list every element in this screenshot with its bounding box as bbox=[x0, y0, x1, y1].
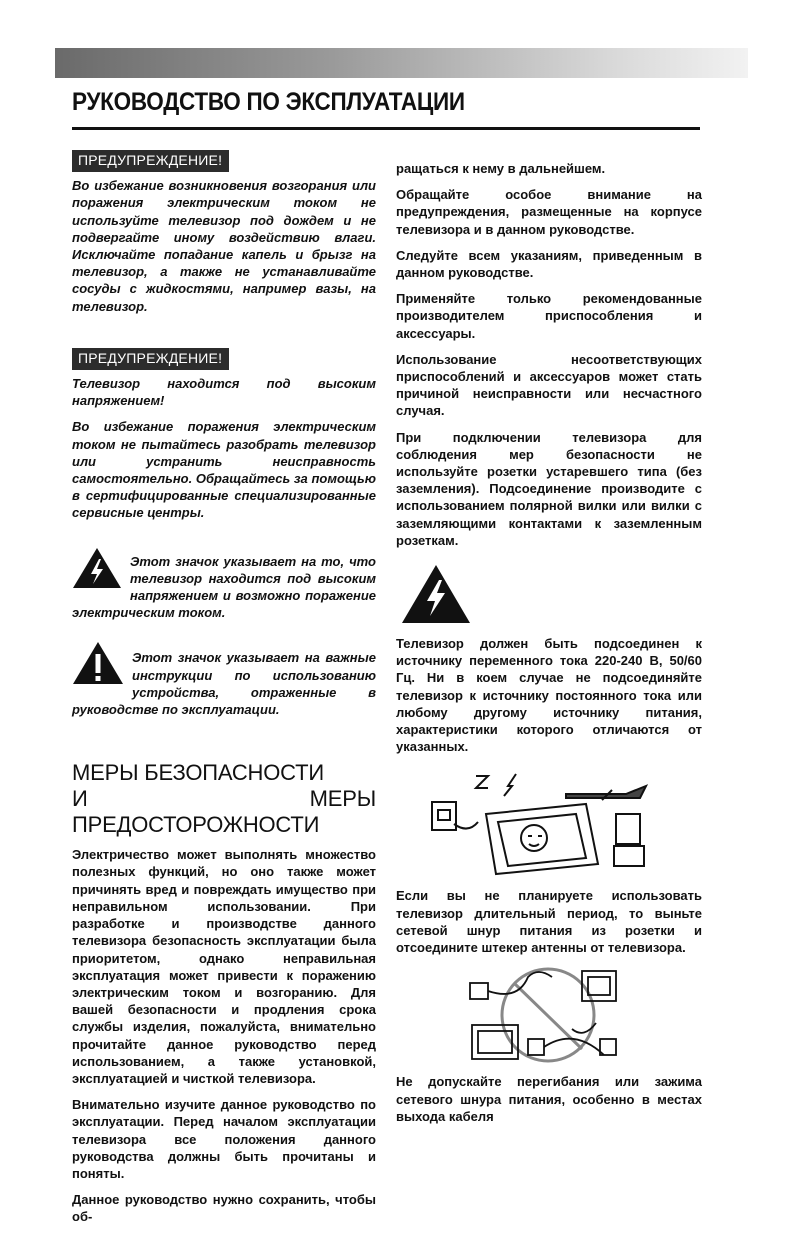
warning-label: ПРЕДУПРЕЖДЕНИЕ! bbox=[72, 348, 229, 370]
title-rule bbox=[72, 127, 700, 130]
lightning-note-text: Этот значок указывает на то, что телевизор находится под высоким напряжением и возможно поражение электрическим током. bbox=[72, 553, 376, 621]
section-title-line1: МЕРЫ БЕЗОПАСНОСТИ bbox=[72, 760, 324, 786]
exclamation-note-text: Этот значок указывает на важные инструкции по использованию устройства, отраженные в руководстве по эксплуатации. bbox=[72, 650, 376, 718]
body-paragraph: Внимательно изучите данное руководство по эксплуатации. Перед началом эксплуатации телевизора все положения данного руководства должны быть прочитаны и поняты. bbox=[72, 1097, 376, 1181]
high-voltage-warning-icon bbox=[400, 563, 472, 625]
exclamation-note bbox=[72, 639, 376, 718]
warning-text: Во избежание поражения электрическим током не пытайтесь разобрать телевизор или устранить неисправность самостоятельно. Обращайтесь за помощью в сертифицированные специализированные сервисные центры. bbox=[72, 419, 376, 521]
thunderstorm-unplug-illustration-icon bbox=[416, 764, 666, 879]
body-paragraph: Использование несоответствующих приспособлений и аксессуаров может стать причиной неисправности или несчастного случая. bbox=[396, 351, 702, 419]
body-paragraph: Телевизор должен быть подсоединен к источнику переменного тока 220-240 В, 50/60 Гц. Ни в коем случае не подсоединяйте телевизор к источнику постоянного тока или любому другому источнику питания, характеристики которого отличаются от указанных. bbox=[396, 636, 702, 755]
body-paragraph: Не допускайте перегибания или зажима сетевого шнура питания, особенно в местах выхода кабеля bbox=[396, 1074, 702, 1124]
section-title bbox=[72, 760, 376, 838]
body-paragraph: Применяйте только рекомендованные производителем приспособления и аксессуары. bbox=[396, 291, 702, 341]
warning-text: Во избежание возникновения возгорания или поражения электрическим током не используйте телевизор под дождем и не подвергайте иному воздействию влаги. Исключайте попадание капель и брызг на телевизор, а также не устанавливайте сосуды с жидкостями, например вазы, на телевизор. bbox=[72, 178, 376, 314]
section-title-line2: И МЕРЫ ПРЕДОСТОРОЖНОСТИ bbox=[72, 786, 376, 838]
attention-warning-icon bbox=[72, 641, 124, 685]
body-paragraph: ращаться к нему в дальнейшем. bbox=[396, 161, 606, 176]
header-gradient-bar bbox=[55, 48, 748, 78]
spacer bbox=[72, 324, 376, 348]
body-paragraph: Следуйте всем указаниям, приведенным в данном руководстве. bbox=[396, 247, 702, 281]
body-paragraph: Если вы не планируете использовать телевизор длительный период, то выньте сетевой шнур питания из розетки и отсоедините штекер антенны от телевизора. bbox=[396, 888, 702, 956]
lightning-note bbox=[72, 545, 376, 622]
no-bent-cord-illustration-icon bbox=[462, 965, 634, 1065]
body-paragraph: Обращайте особое внимание на предупреждения, размещенные на корпусе телевизора и в данном руководстве. bbox=[396, 187, 702, 237]
body-paragraph: Данное руководство нужно сохранить, чтобы об- bbox=[72, 1192, 376, 1225]
body-paragraph: При подключении телевизора для соблюдения мер безопасности не используйте розетки устаревшего типа (без заземления). Подсоединение производите с использованием полярной вилки или вилки с заземляющими контактами к заземленным розеткам. bbox=[396, 429, 702, 548]
page-title: РУКОВОДСТВО ПО ЭКСПЛУАТАЦИИ bbox=[72, 88, 465, 116]
high-voltage-warning-icon bbox=[72, 547, 122, 589]
left-column bbox=[72, 150, 376, 1235]
body-paragraph: Электричество может выполнять множество полезных функций, но оно также может причинять вред и повреждать имущество при неправильном использовании. При разработке и производстве данного телевизора безопасность эксплуатации была приоритетом, однако неправильная эксплуатация может привести к поражению электрическим током и возгоранию. Для вашей безопасности и продления срока службы изделия, пожалуйста, внимательно прочитайте данное руководство перед использованием, а также установкой, эксплуатацией и чисткой телевизора. bbox=[72, 847, 376, 1086]
warning-label: ПРЕДУПРЕЖДЕНИЕ! bbox=[72, 150, 229, 172]
right-column bbox=[396, 160, 702, 1134]
warning-heading: Телевизор находится под высоким напряжением! bbox=[72, 376, 376, 409]
